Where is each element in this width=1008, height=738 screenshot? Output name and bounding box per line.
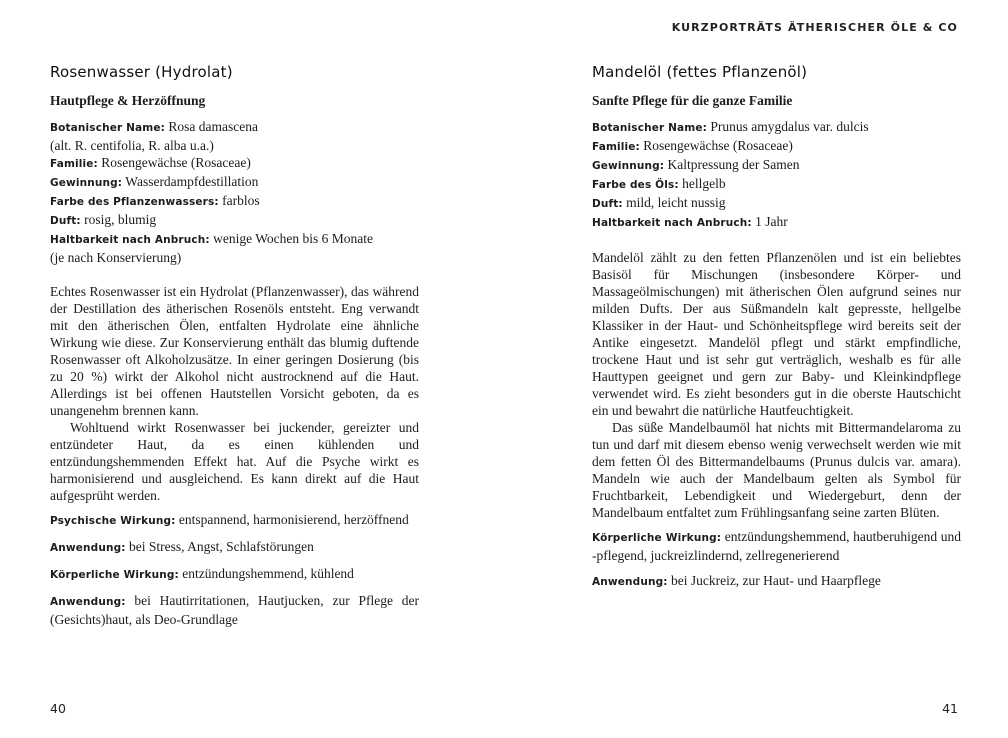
fact-row <box>592 194 961 213</box>
entry-title: Rosenwasser (Hydrolat) <box>50 63 233 81</box>
body-text <box>50 283 419 504</box>
fact-label: Botanischer Name: <box>592 122 707 134</box>
fact-value: Kaltpressung der Samen <box>664 157 800 172</box>
fact-label: Gewinnung: <box>592 160 665 172</box>
paragraph: Echtes Rosenwasser ist ein Hydrolat (Pflanzenwasser), das während der Destillation des ätherischen Rosenöls entsteht. Eng verwandt mit den ätherischen Ölen, entfalten Hydrolate eine ähnliche Wirkung wie diese. Zur Konservierung enthält das blumig duftende Rosenwasser oft Alkoholzusätze. In einer geringen Dosierung (bis zu 20 %) wirkt der Alkohol nicht austrocknend auf die Haut. Allerdings ist bei offenen Hautstellen Vorsicht geboten, da es unangenehm brennen kann. <box>50 284 419 418</box>
effect-item <box>50 592 419 628</box>
effect-item <box>592 572 961 591</box>
effects-list <box>50 511 419 628</box>
effect-label: Anwendung: <box>592 576 668 588</box>
fact-label: Botanischer Name: <box>50 122 165 134</box>
fact-value: Rosengewächse (Rosaceae) <box>97 155 251 170</box>
fact-row <box>50 192 419 211</box>
fact-row <box>592 175 961 194</box>
facts-list <box>592 118 961 232</box>
effect-label: Anwendung: <box>50 596 126 608</box>
effect-value: entspannend, harmonisierend, herzöffnend <box>175 512 409 527</box>
entry-title: Mandelöl (fettes Pflanzenöl) <box>592 63 808 81</box>
body-text <box>592 249 961 521</box>
fact-value: Wasserdampfdestillation <box>122 174 259 189</box>
fact-row <box>592 156 961 175</box>
fact-value: Rosengewächse (Rosaceae) <box>639 138 793 153</box>
fact-label: Familie: <box>50 158 98 170</box>
paragraph: Das süße Mandelbaumöl hat nichts mit Bittermandelaroma zu tun und darf mit diesem ebenso wenig verwechselt werden wie mit dem fetten Öl des Bittermandelbaums (Prunus dulcis var. amara). Mandeln wie auch der Mandelbaum gelten als Symbol für Fruchtbarkeit, Lebendigkeit und Wiedergeburt, denn der Mandelbaum entfaltet zum Frühlingsanfang seine zarten Blüten. <box>592 420 961 520</box>
effect-item <box>50 538 419 557</box>
paragraph: Mandelöl zählt zu den fetten Pflanzenölen und ist ein beliebtes Basisöl für Mischungen (insbesondere Körper- und Massageölmischungen) mit ätherischen Ölen aufgrund seines nur milden Dufts. Der aus Süßmandeln kalt gepresste, hellgelbe Klassiker in der Haut- und Schönheitspflege wird bereits seit der Antike eingesetzt. Mandelöl pflegt und stärkt empfindliche, trockene Haut und ist sehr gut verträglich, weshalb es für alle Hauttypen geeignet und gern zur Baby- und Kleinkindpflege verwendet wird. Es zieht besonders gut in die oberste Hautschicht ein und bewahrt die natürliche Hautfeuchtigkeit. <box>592 250 961 418</box>
effect-value: bei Stress, Angst, Schlafstörungen <box>125 539 314 554</box>
facts-list <box>50 118 419 266</box>
fact-value: mild, leicht nussig <box>622 195 726 210</box>
fact-value: (alt. R. centifolia, R. alba u.a.) <box>50 138 214 153</box>
fact-value: Prunus amygdalus var. dulcis <box>706 119 869 134</box>
fact-row <box>50 118 419 137</box>
fact-value: Rosa damascena <box>164 119 258 134</box>
effect-value: bei Juckreiz, zur Haut- und Haarpflege <box>667 573 881 588</box>
fact-label: Duft: <box>50 215 81 227</box>
fact-row <box>50 249 419 266</box>
fact-row <box>50 173 419 192</box>
effect-item <box>592 528 961 564</box>
fact-row <box>50 137 419 154</box>
left-page <box>50 62 419 636</box>
fact-label: Haltbarkeit nach Anbruch: <box>592 217 752 229</box>
fact-row <box>592 118 961 137</box>
entry-subtitle: Hautpflege & Herzöffnung <box>50 93 206 108</box>
effect-value: entzündungshemmend, hautberuhigend und -pflegend, juckreizlindernd, zellregenerierend <box>592 529 962 563</box>
effect-item <box>50 565 419 584</box>
effect-value: bei Hautirritationen, Hautjucken, zur Pflege der (Gesichts)haut, als Deo-Grundlage <box>50 593 419 627</box>
paragraph: Wohltuend wirkt Rosenwasser bei juckender, gereizter und entzündeter Haut, da es einen kühlenden und entzündungshemmenden Effekt hat. Auf die Psyche wirkt es harmonisierend und ausgleichend. Es kann direkt auf die Haut aufgesprüht werden. <box>50 420 419 503</box>
effect-item <box>50 511 419 530</box>
page-number-right: 41 <box>942 701 958 716</box>
effect-label: Körperliche Wirkung: <box>50 569 179 581</box>
effect-label: Psychische Wirkung: <box>50 515 176 527</box>
fact-label: Farbe des Pflanzenwassers: <box>50 196 219 208</box>
fact-value: rosig, blumig <box>80 212 157 227</box>
fact-label: Duft: <box>592 198 623 210</box>
fact-label: Familie: <box>592 141 640 153</box>
fact-value: farblos <box>218 193 260 208</box>
fact-value: (je nach Konservierung) <box>50 250 182 265</box>
effects-list <box>592 528 961 591</box>
fact-value: hellgelb <box>678 176 726 191</box>
fact-label: Haltbarkeit nach Anbruch: <box>50 234 210 246</box>
effect-label: Körperliche Wirkung: <box>592 532 722 544</box>
fact-row <box>592 213 961 232</box>
fact-value: wenige Wochen bis 6 Monate <box>209 231 373 246</box>
fact-row <box>592 137 961 156</box>
page-number-left: 40 <box>50 701 66 716</box>
right-page <box>592 62 961 599</box>
fact-value: 1 Jahr <box>751 214 788 229</box>
running-head: KURZPORTRÄTS ÄTHERISCHER ÖLE & CO <box>671 21 958 34</box>
fact-row <box>50 211 419 230</box>
fact-row <box>50 230 419 249</box>
fact-label: Gewinnung: <box>50 177 123 189</box>
effect-label: Anwendung: <box>50 542 126 554</box>
fact-row <box>50 154 419 173</box>
effect-value: entzündungshemmend, kühlend <box>178 566 354 581</box>
entry-subtitle: Sanfte Pflege für die ganze Familie <box>592 93 793 108</box>
fact-label: Farbe des Öls: <box>592 179 679 191</box>
